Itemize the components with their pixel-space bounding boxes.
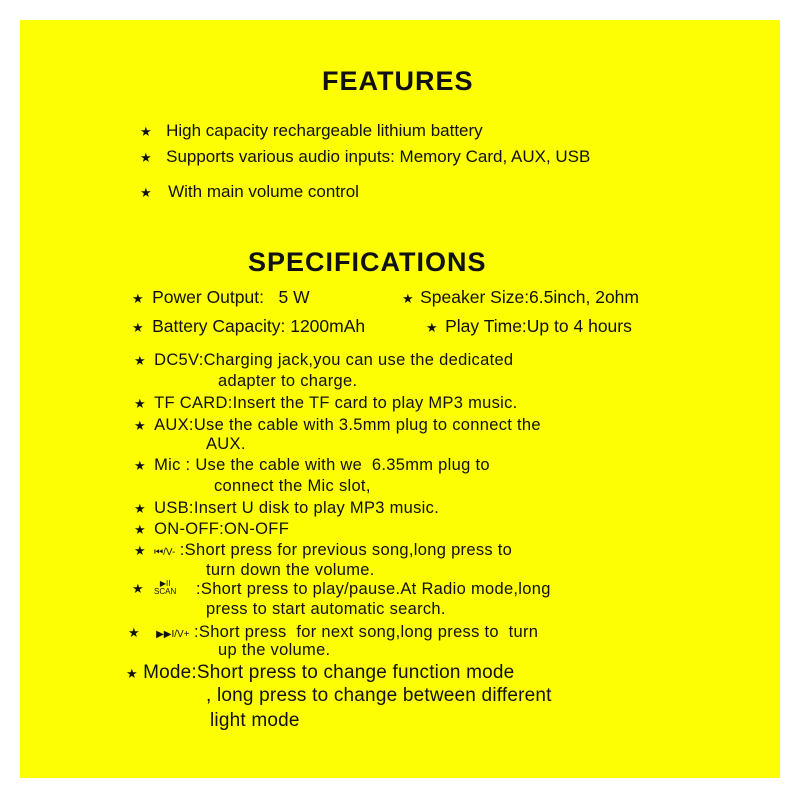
- spec-play-pause: [132, 580, 144, 598]
- star-icon: ★: [134, 458, 146, 473]
- next-track-icon: ▶▶I/V+: [156, 629, 190, 640]
- previous-track-icon: ⏮/V-: [154, 547, 176, 558]
- star-icon: ★: [126, 666, 138, 681]
- specifications-heading: SPECIFICATIONS: [248, 247, 487, 277]
- star-icon: ★: [128, 625, 140, 640]
- star-icon: ★: [140, 185, 152, 200]
- spec-mic: ★ Mic : Use the cable with we 6.35mm plug to: [134, 456, 490, 474]
- spec-previous: ★ ⏮/V- :Short press for previous song,long press to: [134, 541, 513, 559]
- features-heading: FEATURES: [322, 66, 474, 96]
- star-icon: ★: [134, 501, 146, 516]
- spec-play-time: ★ Play Time:Up to 4 hours: [426, 316, 632, 336]
- spec-on-off: ★ ON-OFF:ON-OFF: [134, 520, 290, 538]
- spec-aux: ★ AUX:Use the cable with 3.5mm plug to connect the: [134, 416, 541, 434]
- star-icon: ★: [134, 418, 146, 433]
- star-icon: ★: [134, 353, 146, 368]
- spec-mode-cont: , long press to change between different: [206, 685, 552, 706]
- spec-mic-cont: connect the Mic slot,: [214, 477, 371, 495]
- spec-battery-capacity: ★ Battery Capacity: 1200mAh: [132, 316, 366, 336]
- product-info-card: [20, 20, 780, 778]
- spec-next-cont: up the volume.: [218, 641, 331, 659]
- spec-mode-cont-2: light mode: [210, 710, 300, 731]
- spec-aux-cont: AUX.: [206, 435, 246, 453]
- spec-dc5v: ★ DC5V:Charging jack,you can use the dedicated: [134, 351, 514, 369]
- star-icon: ★: [134, 396, 146, 411]
- feature-item: ★ With main volume control: [140, 182, 359, 201]
- spec-dc5v-cont: adapter to charge.: [218, 372, 358, 390]
- star-icon: ★: [132, 291, 144, 306]
- spec-previous-cont: turn down the volume.: [206, 561, 375, 579]
- spec-usb: ★ USB:Insert U disk to play MP3 music.: [134, 499, 440, 517]
- spec-power-output: ★ Power Output: 5 W: [132, 287, 310, 307]
- star-icon: ★: [140, 150, 152, 165]
- spec-speaker-size: ★ Speaker Size:6.5inch, 2ohm: [402, 287, 639, 307]
- feature-item: ★ Supports various audio inputs: Memory Card, AUX, USB: [140, 147, 591, 166]
- star-icon: ★: [132, 320, 144, 335]
- spec-play-pause-text: :Short press to play/pause.At Radio mode,long: [196, 580, 551, 598]
- star-icon: ★: [402, 291, 414, 306]
- spec-mode: ★ Mode:Short press to change function mode: [126, 662, 515, 683]
- star-icon: ★: [134, 522, 146, 537]
- star-icon: ★: [134, 543, 146, 558]
- play-pause-icon: ▶II SCAN: [154, 579, 177, 596]
- star-icon: ★: [140, 124, 152, 139]
- star-icon: ★: [426, 320, 438, 335]
- spec-tf-card: ★ TF CARD:Insert the TF card to play MP3 music.: [134, 394, 518, 412]
- spec-play-pause-cont: press to start automatic search.: [206, 600, 446, 618]
- star-icon: ★: [132, 581, 144, 596]
- spec-next: ★ ▶▶I/V+ :Short press for next song,long press to turn: [128, 623, 539, 641]
- feature-item: ★ High capacity rechargeable lithium battery: [140, 121, 483, 140]
